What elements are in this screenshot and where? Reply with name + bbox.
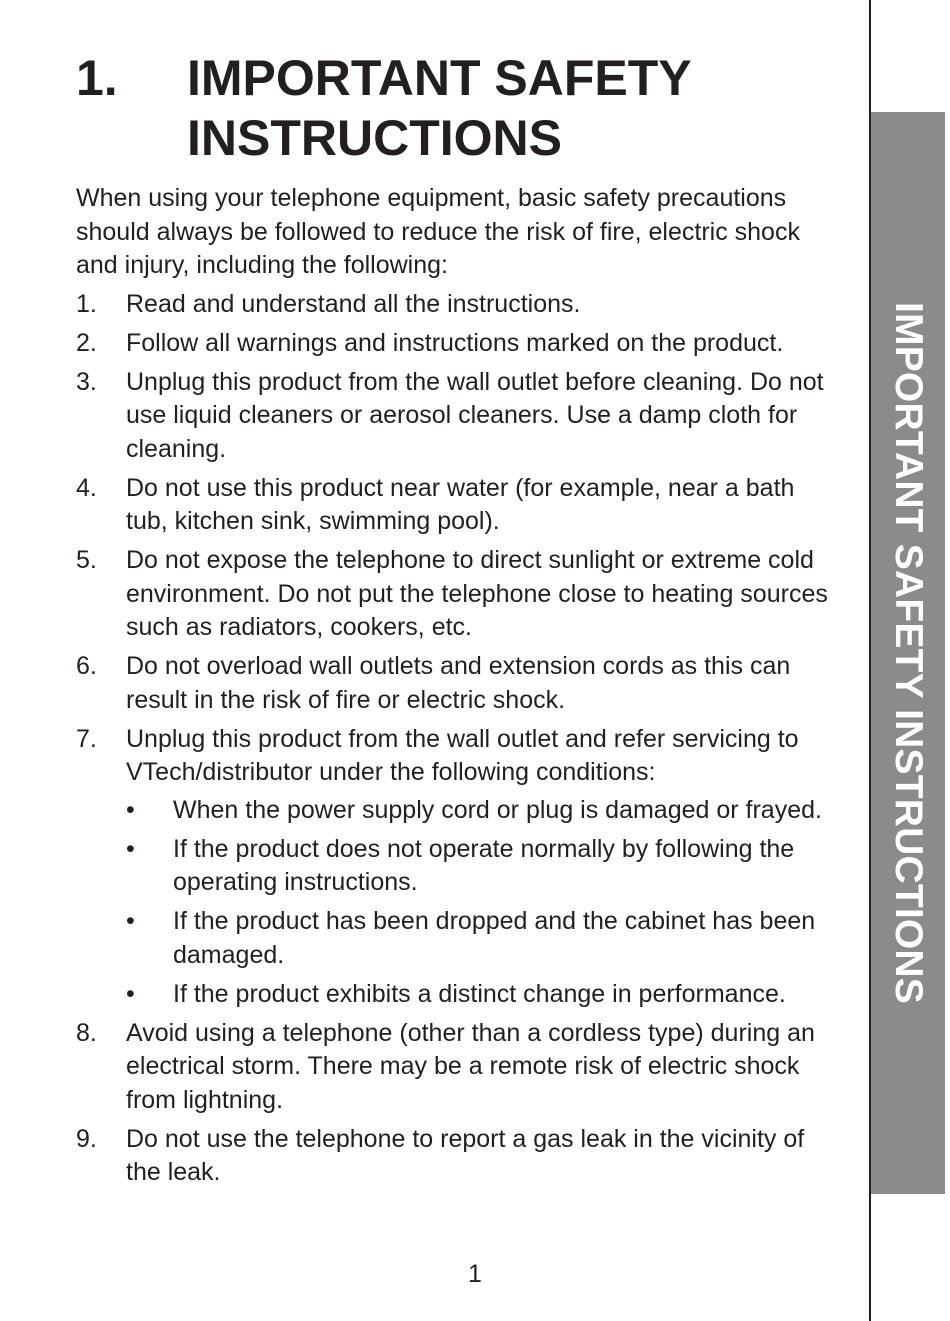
- item-text: Avoid using a telephone (other than a cordless type) during an electrical storm. There may be a remote risk of electric shock from lightning.: [126, 1018, 815, 1114]
- bullet-symbol: •: [126, 795, 135, 824]
- item-number: 3.: [76, 367, 97, 396]
- item-text: Do not expose the telephone to direct sunlight or extreme cold environment. Do not put the telephone close to heating sources such as radiators, cookers, etc.: [126, 546, 828, 641]
- item-number: 6.: [76, 652, 97, 680]
- bullet-item: [126, 833, 836, 900]
- heading-number: 1.: [76, 50, 118, 106]
- list-item: [76, 288, 836, 322]
- bullet-text: If the product has been dropped and the cabinet has been damaged.: [173, 907, 816, 969]
- page-number: 1: [468, 1260, 482, 1288]
- bullet-item: [126, 978, 836, 1012]
- intro-paragraph: When using your telephone equipment, basic safety precautions should always be followed to reduce the risk of fire, electric shock and injury, including the following:: [76, 184, 800, 279]
- bullet-symbol: •: [126, 834, 135, 863]
- item-text: Do not use this product near water (for example, near a bath tub, kitchen sink, swimming pool).: [126, 473, 795, 535]
- bullet-symbol: •: [126, 979, 135, 1008]
- list-item: [76, 472, 836, 539]
- list-item: [76, 327, 836, 361]
- item-text: Unplug this product from the wall outlet before cleaning. Do not use liquid cleaners or aerosol cleaners. Use a damp cloth for cleaning.: [126, 367, 824, 463]
- item-number: 7.: [76, 724, 97, 753]
- item-body: [126, 723, 836, 1012]
- item-number: 8.: [76, 1018, 97, 1047]
- item-number: 1.: [76, 289, 97, 318]
- item-text: Unplug this product from the wall outlet and refer servicing to VTech/distributor under the following conditions:: [126, 724, 799, 786]
- list-item: [76, 1017, 836, 1118]
- instructions-body: [76, 182, 836, 1195]
- list-item: [76, 1123, 836, 1190]
- item-text: Do not overload wall outlets and extension cords as this can result in the risk of fire or electric shock.: [126, 652, 791, 714]
- item-text: Do not use the telephone to report a gas leak in the vicinity of the leak.: [126, 1124, 805, 1186]
- bullet-text: If the product exhibits a distinct change in performance.: [173, 979, 786, 1008]
- item-text: Follow all warnings and instructions marked on the product.: [126, 328, 784, 357]
- bullet-list: [126, 794, 836, 1012]
- item-text: Read and understand all the instructions.: [126, 289, 581, 318]
- item-number: 4.: [76, 473, 97, 502]
- heading-title: IMPORTANT SAFETY INSTRUCTIONS: [187, 50, 691, 166]
- bullet-text: When the power supply cord or plug is damaged or frayed.: [173, 795, 822, 824]
- item-number: 5.: [76, 546, 97, 574]
- list-item: [76, 650, 836, 717]
- bullet-symbol: •: [126, 907, 135, 935]
- bullet-item: [126, 794, 836, 828]
- section-side-tab: [871, 112, 945, 1194]
- bullet-text: If the product does not operate normally by following the operating instructions.: [173, 834, 795, 896]
- list-item: [76, 544, 836, 645]
- list-item: [76, 723, 836, 1012]
- item-number: 2.: [76, 328, 97, 357]
- side-tab-label: IMPORTANT SAFETY INSTRUCTIONS: [887, 301, 930, 1005]
- item-number: 9.: [76, 1124, 97, 1153]
- bullet-item: [126, 905, 836, 972]
- list-item: [76, 366, 836, 467]
